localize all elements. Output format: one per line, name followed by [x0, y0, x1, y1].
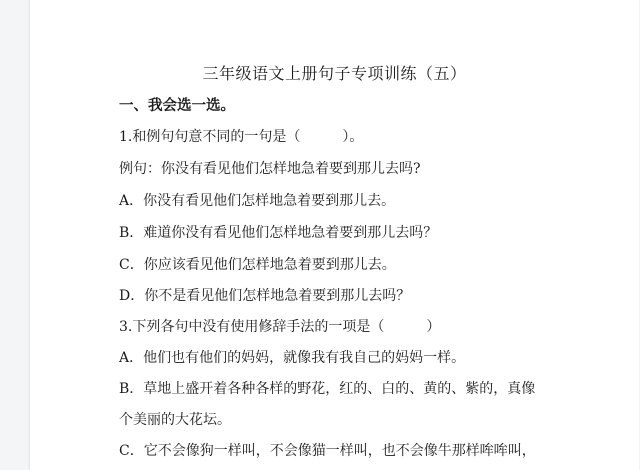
document-page [30, 0, 639, 470]
question-3: 3.下列各句中没有使用修辞手法的一项是（ ） [119, 319, 441, 335]
option-b-continued: 个美丽的大花坛。 [119, 412, 231, 428]
option-b: B．难道你没有看见他们怎样地急着要到那儿去吗？ [119, 225, 438, 241]
option-c: C．它不会像狗一样叫，不会像猫一样叫，也不会像牛那样哞哞叫， [119, 443, 536, 459]
document-title: 三年级语文上册句子专项训练（五） [202, 64, 467, 83]
question-1: 1.和例句句意不同的一句是（ ）。 [119, 129, 364, 145]
option-a: A．你没有看见他们怎样地急着要到那儿去。 [119, 193, 396, 209]
option-a: A．他们也有他们的妈妈，就像我有我自己的妈妈一样。 [119, 350, 466, 366]
example-sentence: 例句：你没有看见他们怎样地急着要到那儿去吗? [119, 161, 421, 177]
option-d: D．你不是看见他们怎样地急着要到那儿去吗？ [119, 288, 411, 304]
option-b: B．草地上盛开着各种各样的野花，红的、白的、黄的、紫的，真像 [119, 381, 536, 397]
section-heading: 一、我会选一选。 [119, 97, 235, 114]
option-c: C．你应该看见他们怎样地急着要到那儿去。 [119, 257, 396, 273]
